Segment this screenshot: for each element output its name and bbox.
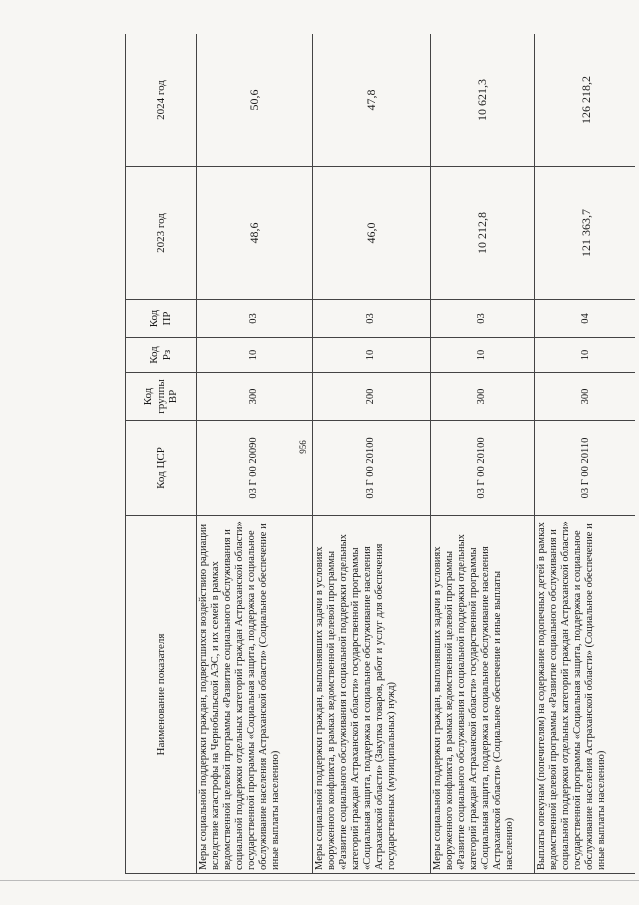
cell-rz: 10: [431, 338, 535, 373]
cell-rz: 10: [197, 338, 313, 373]
table-row: [431, 34, 535, 874]
header-csr: Код ЦСР: [126, 421, 197, 516]
header-name: Наименование показателя: [126, 516, 197, 874]
header-rz: Код Рз: [126, 338, 197, 373]
cell-csr: 03 Г 00 20100: [313, 421, 431, 516]
cell-name: Меры социальной поддержки граждан, выполнявших задачи в условиях вооруженного конфликта, в рамках ведомственной целевой программы «Развитие социального обслуживания и социальной поддержки отдельных категорий граждан Астраханской области» государственной программы «Социальная защита, поддержка и социальное обслуживание населения Астраханской области» (Закупка товаров, работ и услуг для обеспечения государственных (муниципальных) нужд): [313, 516, 431, 874]
budget-table: [125, 34, 635, 874]
cell-vr: 200: [313, 373, 431, 421]
cell-csr: 03 Г 00 20090: [197, 421, 313, 516]
cell-vr: 300: [197, 373, 313, 421]
cell-pr: 03: [431, 300, 535, 338]
rotated-table-container: [125, 34, 635, 874]
table-row: [197, 34, 313, 874]
cell-2023: 121 363,7: [535, 167, 636, 300]
cell-pr: 04: [535, 300, 636, 338]
cell-name: Меры социальной поддержки граждан, выполнявших задачи в условиях вооруженного конфликта, в рамках ведомственной целевой программы «Развитие социального обслуживания и социальной поддержки отдельных категорий граждан Астраханской области» государственной программы «Социальная защита, поддержка и социальное обслуживание населения Астраханской области» (Социальное обеспечение и иные выплаты населению): [431, 516, 535, 874]
table-row: [313, 34, 431, 874]
cell-2024: 47,8: [313, 34, 431, 167]
header-vr: Код группы ВР: [126, 373, 197, 421]
cell-csr: 03 Г 00 20110: [535, 421, 636, 516]
cell-pr: 03: [313, 300, 431, 338]
cell-2023: 46,0: [313, 167, 431, 300]
header-row: [126, 34, 197, 874]
cell-2024: 50,6: [197, 34, 313, 167]
cell-pr: 03: [197, 300, 313, 338]
page-bottom-rule: [0, 880, 639, 881]
cell-csr: 03 Г 00 20100: [431, 421, 535, 516]
cell-vr: 300: [535, 373, 636, 421]
cell-rz: 10: [313, 338, 431, 373]
header-pr: Код ПР: [126, 300, 197, 338]
cell-rz: 10: [535, 338, 636, 373]
cell-2024: 10 621,3: [431, 34, 535, 167]
rotated-table: [125, 34, 635, 874]
header-2023: 2023 год: [126, 167, 197, 300]
cell-2024: 126 218,2: [535, 34, 636, 167]
cell-name: Меры социальной поддержки граждан, подвергшихся воздействию радиации вследствие катастрофы на Чернобыльской АЭС, и их семей в рамках ведомственной целевой программы «Развитие социального обслуживания и социальной поддержки отдельных категорий граждан Астраханской области» государственной программы «Социальная защита, поддержка и социальное обслуживание населения Астраханской области» (Социальное обеспечение и иные выплаты населению): [197, 516, 313, 874]
cell-2023: 48,6: [197, 167, 313, 300]
header-2024: 2024 год: [126, 34, 197, 167]
table-row: [535, 34, 636, 874]
cell-2023: 10 212,8: [431, 167, 535, 300]
page-number: 956: [298, 440, 308, 454]
cell-vr: 300: [431, 373, 535, 421]
cell-name: Выплаты опекунам (попечителям) на содержание подопечных детей в рамках ведомственной целевой программы «Развитие социального обслуживания и социальной поддержки отдельных категорий граждан Астраханской области» государственной программы «Социальная защита, поддержка и социальное обслуживание населения Астраханской области» (Социальное обеспечение и иные выплаты населению): [535, 516, 636, 874]
